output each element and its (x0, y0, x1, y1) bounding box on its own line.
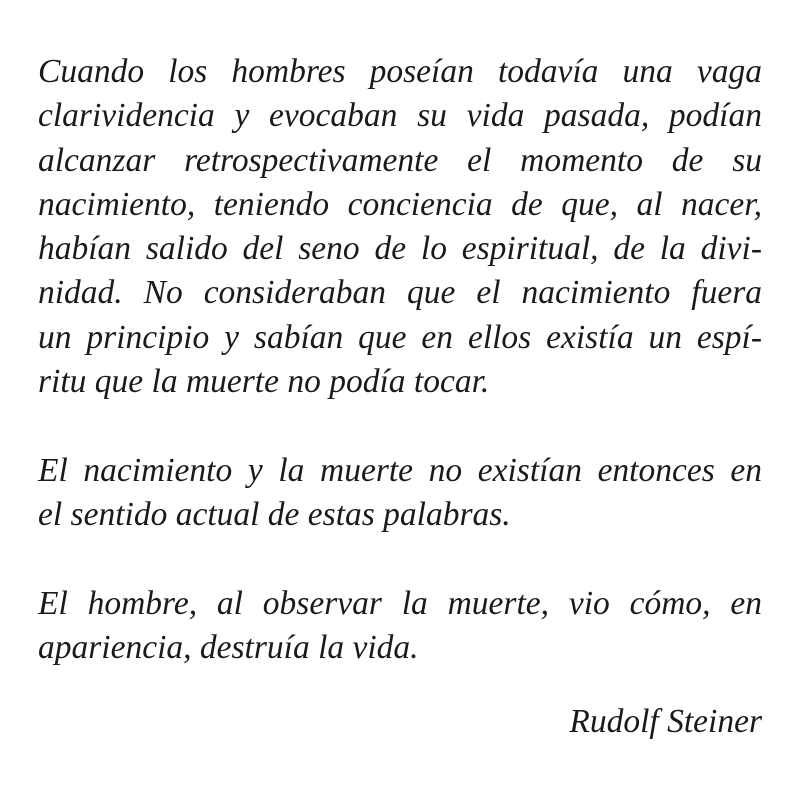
paragraph-line: clarividencia y evocaban su vida pasada, podían (38, 97, 762, 135)
paragraph-3 (38, 582, 762, 671)
paragraph-line: alcanzar retrospectivamente el momento de su (38, 141, 762, 179)
author-signature: Rudolf Steiner (569, 703, 762, 740)
paragraph-line: Cuando los hombres poseían todavía una vaga (38, 53, 762, 90)
paragraph-2 (38, 449, 762, 538)
paragraph-line: ritu que la muerte no podía tocar. (38, 363, 490, 401)
paragraph-spacer (38, 404, 762, 448)
paragraph-line: el sentido actual de estas palabras. (38, 495, 511, 533)
paragraph-line: nacimiento, teniendo conciencia de que, al nacer, (38, 185, 762, 223)
paragraph-line: un principio y sabían que en ellos existía un espí- (38, 318, 762, 356)
paragraph-line: nidad. No consideraban que el nacimiento fuera (38, 274, 762, 312)
paragraph-line: habían salido del seno de lo espiritual, de la divi- (38, 230, 762, 268)
paragraph-line: El nacimiento y la muerte no existían entonces en (38, 451, 762, 489)
paragraph-line: apariencia, destruía la vida. (38, 628, 419, 666)
paragraph-1 (38, 50, 762, 404)
paragraph-spacer (38, 537, 762, 581)
quote-body (38, 50, 762, 670)
paragraph-line: El hombre, al observar la muerte, vio cómo, en (38, 584, 762, 622)
